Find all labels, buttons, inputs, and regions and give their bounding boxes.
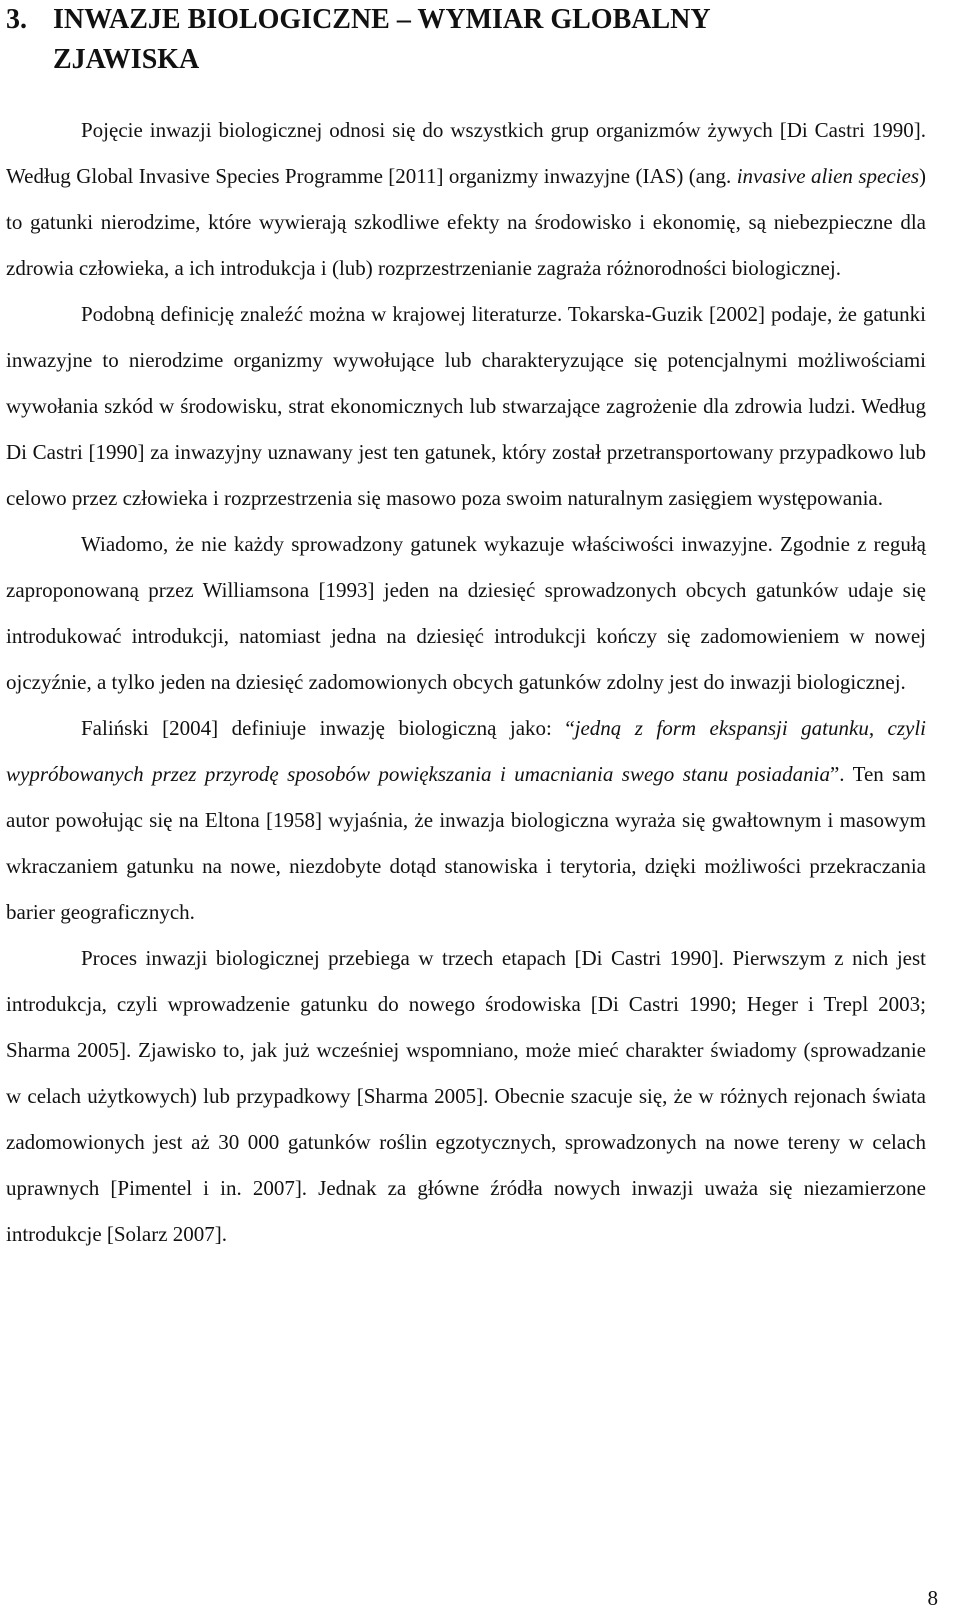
paragraph-1-text: Pojęcie inwazji biologicznej odnosi się do wszystkich grup organizmów żywych [Di Castri 1990]. Według Global Invasive Species Programme [2011] organizmy inwazyjne (IAS) (ang. [6,118,926,188]
chapter-number: 3. [6,4,27,35]
paragraph-4-italic-quote: jedną z form ekspansji gatunku, czyli wypróbowanych przez przyrodę sposobów powiększania i umacniania swego stanu posiadania [6,716,927,786]
paragraph-1-text-end: ) to gatunki nierodzime, które wywierają szkodliwe efekty na środowisko i ekonomię, są niebezpieczne dla zdrowia człowieka, a ich introdukcja i (lub) rozprzestrzenianie zagraża różnorodności biologicznej. [6,164,926,280]
paragraph-4 [6,705,926,935]
paragraph-4-text-end: ”. Ten sam autor powołując się na Eltona [1958] wyjaśnia, że inwazja biologiczna wyraża się gwałtownym i masowym wkraczaniem gatunku na nowe, niezdobyte dotąd stanowiska i terytoria, dzięki możliwości przekraczania barier geograficznych. [6,762,927,924]
paragraph-1 [6,107,926,291]
paragraph-2-text-end: Tokarska-Guzik [2002] podaje, że gatunki inwazyjne to nierodzime organizmy wywołujące lub charakteryzujące się potencjalnymi możliwościami wywołania szkód w środowisku, strat ekonomicznych lub stwarzające zagrożenie dla zdrowia ludzi. Według Di Castri [1990] za inwazyjny uznawany jest ten gatunek, który został przetransportowany przypadkowo lub celowo przez człowieka i rozprzestrzenia się masowo poza swoim naturalnym zasięgiem występowania. [6,302,926,510]
chapter-body [6,107,926,1257]
chapter-title-line2: ZJAWISKA [53,44,200,75]
paragraph-3 [6,521,926,705]
paragraph-5-text: Proces inwazji biologicznej przebiega w trzech etapach [Di Castri 1990]. Pierwszym z nich jest introdukcja, czyli wprowadzenie gatunku do nowego środowiska [Di Castri 1990; Heger i Trepl 2003; Sharma 2005]. Zjawisko to, jak już wcześniej wspomniano, może mieć charakter świadomy (sprowadzanie w celach użytkowych) lub przypadkowy [Sharma 2005]. Obecnie szacuje się, że w różnych rejonach świata zadomowionych jest aż 30 000 gatunków roślin egzotycznych, sprowadzonych na nowe tereny w celach uprawnych [Pimentel i in. 2007]. Jednak za główne źródła nowych inwazji uważa się niezamierzone introdukcje [Solarz 2007]. [6,946,926,1246]
paragraph-2-text: Podobną definicję znaleźć można w krajowej literaturze. [81,302,563,326]
paragraph-1-italic-term: invasive alien species [736,164,919,188]
paragraph-4-text: Faliński [2004] definiuje inwazję biologiczną jako: “ [81,716,575,740]
paragraph-3-text: Wiadomo, że nie każdy sprowadzony gatunek wykazuje właściwości inwazyjne. Zgodnie z regułą zaproponowaną przez Williamsona [1993] jeden na dziesięć sprowadzonych obcych gatunków udaje się introdukować introdukcji, natomiast jedna na dziesięć introdukcji kończy się zadomowieniem w nowej ojczyźnie, a tylko jeden na dziesięć zadomowionych obcych gatunków zdolny jest do inwazji biologicznej. [6,532,926,694]
chapter-title-line1: INWAZJE BIOLOGICZNE – WYMIAR GLOBALNY [53,4,711,35]
chapter-heading [6,0,946,80]
paragraph-2 [6,291,926,521]
page-number: 8 [927,1586,938,1610]
paragraph-5 [6,935,926,1257]
